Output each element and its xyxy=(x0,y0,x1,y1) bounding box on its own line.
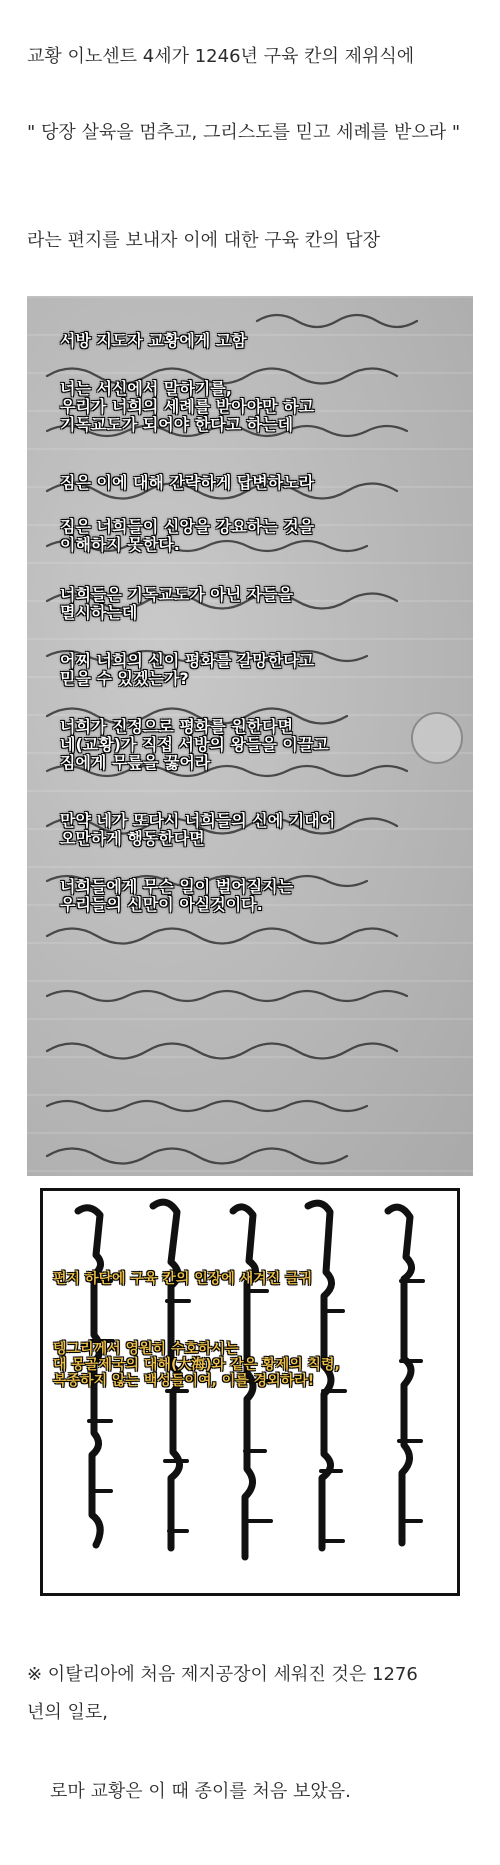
intro-quote: " 당장 살육을 멈추고, 그리스도를 믿고 세례를 받으라 " xyxy=(27,122,461,143)
letter-translation-9: 너희들에게 무슨 일이 벌어질지는 우리들의 신만이 아실것이다. xyxy=(60,877,294,914)
letter-translation-8: 만약 네가 또다시 너희들의 신에 기대어 오만하게 행동한다면 xyxy=(60,811,336,848)
letter-translation-4: 짐은 너희들이 신앙을 강요하는 것을 이해하지 못한다. xyxy=(60,517,315,554)
footnote-line-2: 년의 일로, xyxy=(27,1702,108,1723)
letter-translation-2: 너는 서신에서 말하기를, 우리가 너희의 세례를 받아야만 하고 기독교도가 되어야 한다고 하는데 xyxy=(60,379,315,434)
intro-line-3: 라는 편지를 보내자 이에 대한 구육 칸의 답장 xyxy=(27,230,381,251)
letter-translation-5: 너희들은 기독교도가 아닌 자들을 멸시하는데 xyxy=(60,585,294,622)
seal-caption: 편지 하단에 구육 칸의 인장에 새겨진 글귀 xyxy=(53,1271,313,1287)
letter-translation-7: 너희가 진정으로 평화를 원한다면 네(교황)가 직접 서방의 왕들을 이끌고 짐에게 무릎을 꿇어라 xyxy=(60,717,329,772)
letter-image xyxy=(27,296,473,1176)
intro-line-1: 교황 이노센트 4세가 1246년 구육 칸의 제위식에 xyxy=(27,46,415,67)
letter-translation-6: 어찌 너희의 신이 평화를 갈망한다고 믿을 수 있겠는가? xyxy=(60,651,315,688)
footnote-line-3: 로마 교황은 이 때 종이를 처음 보았음. xyxy=(50,1781,351,1802)
mongol-script-columns xyxy=(43,1191,460,1596)
footnote-line-1: ※ 이탈리아에 처음 제지공장이 세워진 것은 1276 xyxy=(27,1664,418,1685)
seal-image xyxy=(40,1188,460,1596)
seal-inscription: 텡그리께서 영원히 수호하시는 대 몽골제국의 대해(大海)와 같은 황제의 칙령, 복종하지 않는 백성들이여, 이를 경외하라! xyxy=(53,1341,340,1389)
letter-translation-3: 짐은 이에 대해 간략하게 답변하노라 xyxy=(60,473,315,492)
letter-translation-1: 서방 지도자 교황에게 고함 xyxy=(60,331,247,350)
